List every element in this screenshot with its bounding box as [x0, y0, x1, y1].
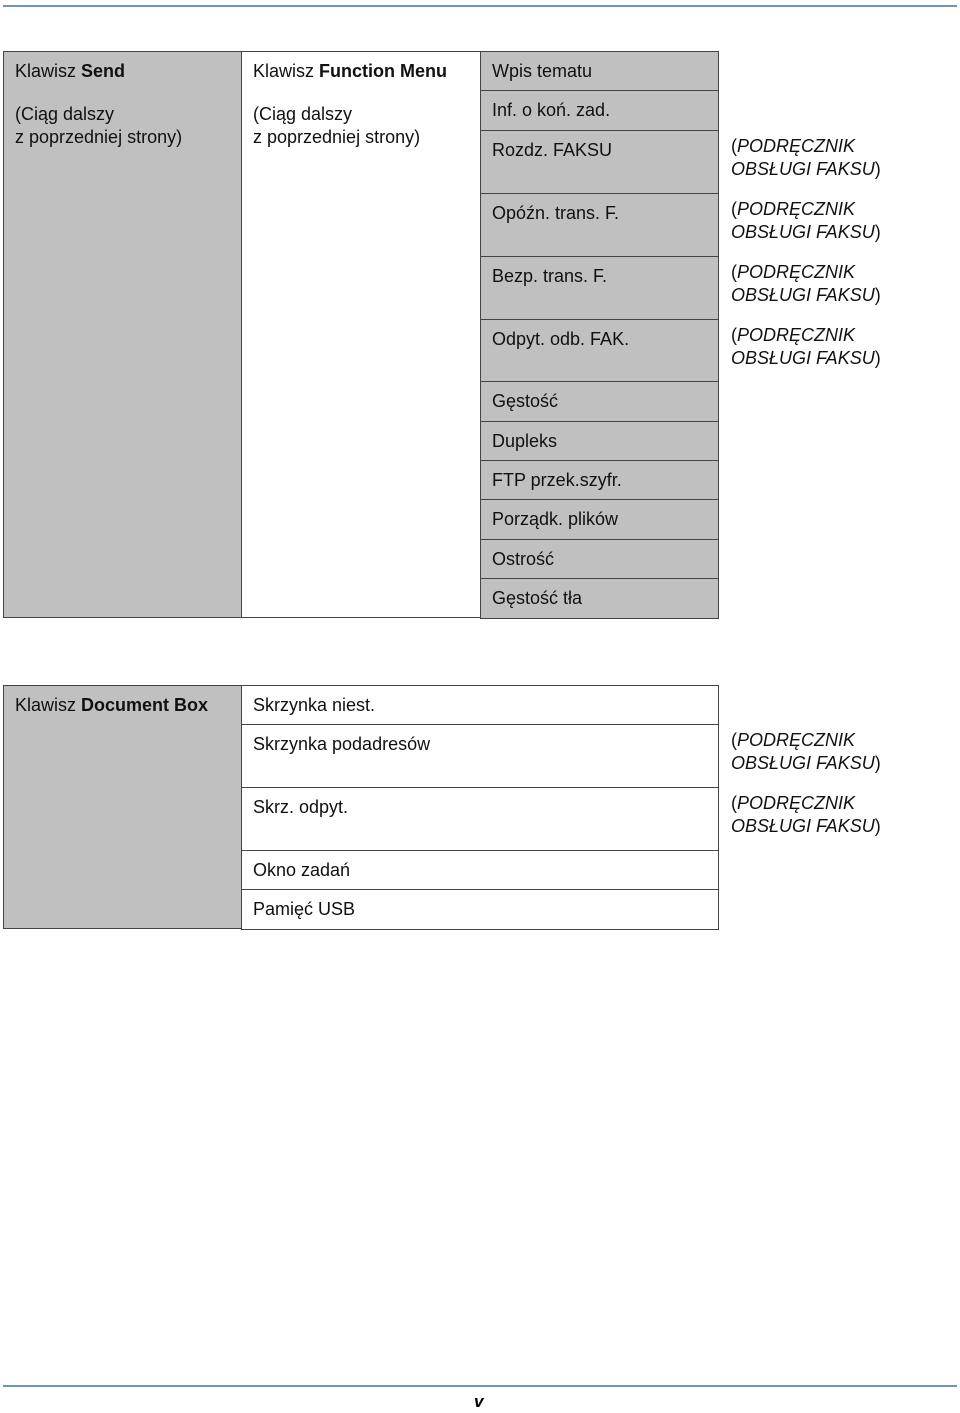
ref-line	[731, 324, 881, 347]
ref-text: PODRĘCZNIK	[737, 730, 856, 750]
note-line: z poprzedniej strony)	[253, 127, 421, 147]
paren: (	[731, 136, 737, 156]
paren: (	[731, 262, 737, 282]
send-key-cell	[3, 51, 242, 618]
paren: )	[874, 285, 881, 305]
paren: (	[731, 325, 737, 345]
manual-reference	[731, 261, 881, 307]
manual-reference	[731, 135, 881, 181]
footer-rule	[3, 1385, 957, 1387]
menu-item: Gęstość	[480, 381, 719, 422]
document-box-heading	[15, 694, 230, 717]
page-number: v	[474, 1392, 484, 1411]
paren: )	[874, 348, 881, 368]
ref-line	[731, 261, 881, 284]
heading-prefix: Klawisz	[15, 61, 82, 81]
send-key-heading	[15, 60, 230, 83]
function-menu-cell	[241, 51, 481, 618]
ref-text: OBSŁUGI FAKSU	[731, 159, 875, 179]
key-name: Document Box	[81, 695, 209, 715]
continuation-note	[15, 103, 230, 149]
ref-line	[731, 752, 881, 775]
menu-item: Bezp. trans. F.	[480, 256, 719, 320]
paren: (	[731, 730, 737, 750]
key-name: Send	[81, 61, 126, 81]
paren: )	[874, 159, 881, 179]
ref-line	[731, 198, 881, 221]
paren: (	[731, 793, 737, 813]
function-menu-heading	[253, 60, 469, 83]
heading-prefix: Klawisz	[15, 695, 82, 715]
paren: )	[874, 222, 881, 242]
manual-reference	[731, 729, 881, 775]
menu-item: Porządk. plików	[480, 499, 719, 540]
ref-text: PODRĘCZNIK	[737, 325, 856, 345]
ref-text: PODRĘCZNIK	[737, 793, 856, 813]
ref-line	[731, 284, 881, 307]
heading-prefix: Klawisz	[253, 61, 320, 81]
menu-item: Rozdz. FAKSU	[480, 130, 719, 194]
ref-text: OBSŁUGI FAKSU	[731, 285, 875, 305]
document-box-item: Skrzynka niest.	[241, 685, 719, 725]
menu-item: Odpyt. odb. FAK.	[480, 319, 719, 382]
paren: (	[731, 199, 737, 219]
note-line: z poprzedniej strony)	[15, 127, 183, 147]
ref-text: PODRĘCZNIK	[737, 199, 856, 219]
paren: )	[874, 816, 881, 836]
ref-line	[731, 221, 881, 244]
document-box-item: Skrzynka podadresów	[241, 724, 719, 788]
manual-reference	[731, 324, 881, 370]
menu-item: Dupleks	[480, 421, 719, 461]
paren: )	[874, 753, 881, 773]
ref-line	[731, 135, 881, 158]
menu-item: Opóźn. trans. F.	[480, 193, 719, 257]
note-line: (Ciąg dalszy	[15, 104, 115, 124]
ref-line	[731, 815, 881, 838]
manual-reference	[731, 198, 881, 244]
manual-reference	[731, 792, 881, 838]
ref-line	[731, 792, 881, 815]
note-line: (Ciąg dalszy	[253, 104, 353, 124]
ref-text: OBSŁUGI FAKSU	[731, 816, 875, 836]
menu-item: FTP przek.szyfr.	[480, 460, 719, 500]
ref-text: OBSŁUGI FAKSU	[731, 348, 875, 368]
document-box-item: Skrz. odpyt.	[241, 787, 719, 851]
ref-text: PODRĘCZNIK	[737, 262, 856, 282]
key-name: Function Menu	[319, 61, 447, 81]
document-box-cell	[3, 685, 242, 929]
ref-line	[731, 729, 881, 752]
document-box-item: Okno zadań	[241, 850, 719, 890]
ref-line	[731, 158, 881, 181]
menu-item: Gęstość tła	[480, 578, 719, 619]
continuation-note	[253, 103, 469, 149]
ref-text: OBSŁUGI FAKSU	[731, 753, 875, 773]
menu-item: Ostrość	[480, 539, 719, 579]
header-rule	[3, 5, 957, 7]
menu-item: Inf. o koń. zad.	[480, 90, 719, 131]
ref-line	[731, 347, 881, 370]
document-box-item: Pamięć USB	[241, 889, 719, 930]
ref-text: OBSŁUGI FAKSU	[731, 222, 875, 242]
menu-item: Wpis tematu	[480, 51, 719, 91]
ref-text: PODRĘCZNIK	[737, 136, 856, 156]
